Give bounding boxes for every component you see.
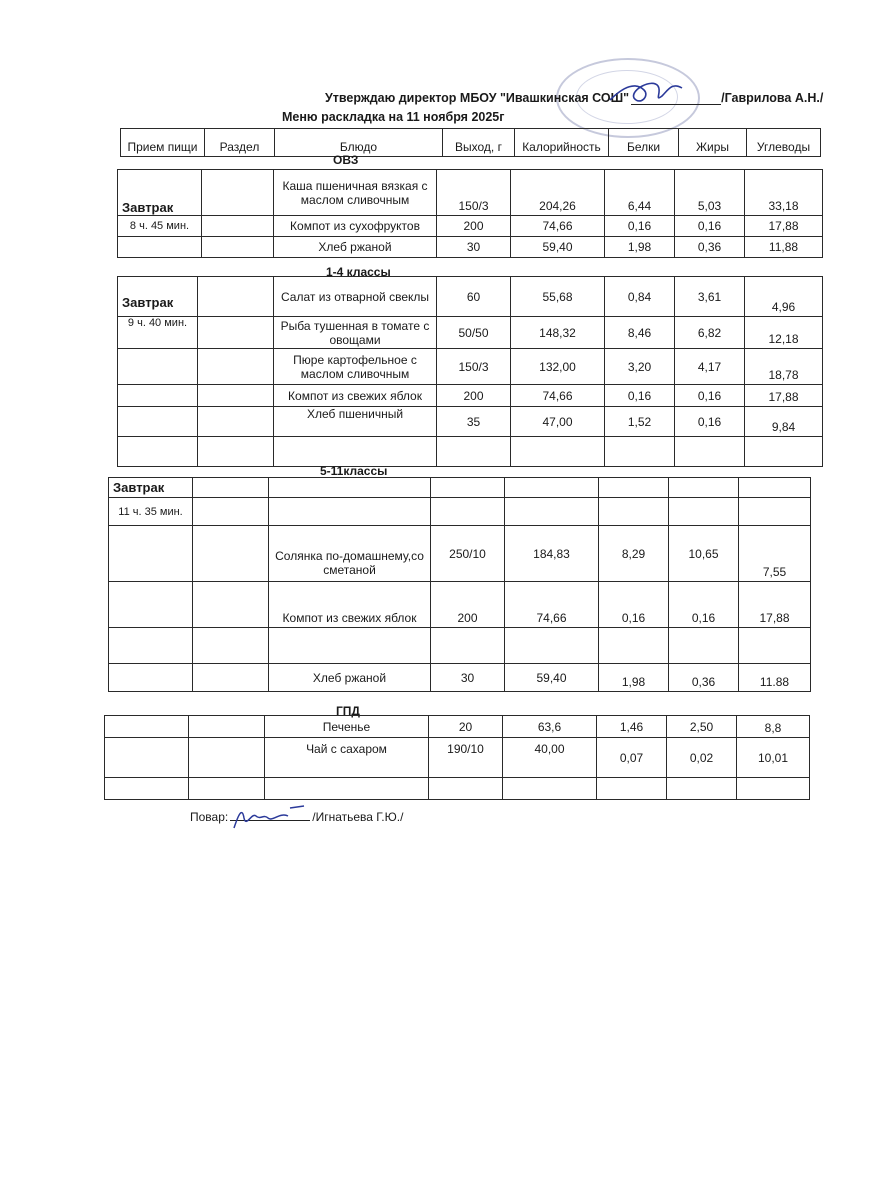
table-row (109, 478, 811, 498)
table-row: Хлеб пшеничный 35 47,00 1,52 0,16 9,84 (118, 407, 823, 437)
table-row (105, 778, 810, 800)
col-carbs: Углеводы (747, 129, 821, 157)
grades-1-4-table (117, 276, 823, 467)
cook-name: /Игнатьева Г.Ю./ (312, 810, 404, 824)
col-kcal: Калорийность (515, 129, 609, 157)
table-row: Завтрак Салат из отварной свеклы 60 55,68 0,84 3,61 4,96 (118, 277, 823, 317)
approval-text: Утверждаю директор МБОУ "Ивашкинская СОШ" (325, 91, 630, 105)
meal-time: 9 ч. 40 мин. (118, 317, 198, 349)
table-row: Чай с сахаром 190/10 40,00 0,07 0,02 10,01 (105, 738, 810, 778)
meal-time: 8 ч. 45 мин. (118, 216, 202, 237)
menu-title: Меню раскладка на 11 ноября 2025г (282, 110, 505, 124)
section-label-1-4: 1-4 классы (326, 265, 391, 279)
dish-name: Печенье (265, 716, 429, 738)
table-row: 8 ч. 45 мин. Компот из сухофруктов 200 74,66 0,16 0,16 17,88 (118, 216, 823, 237)
dish-name: Компот из свежих яблок (269, 582, 431, 628)
table-row: Хлеб ржаной 30 59,40 1,98 0,36 11,88 (118, 237, 823, 258)
dish-name: Хлеб ржаной (269, 664, 431, 692)
director-signature (606, 76, 686, 110)
table-row: Пюре картофельное с маслом сливочным 150/3 132,00 3,20 4,17 18,78 (118, 349, 823, 385)
table-row (109, 498, 811, 526)
approval-line (325, 91, 823, 105)
col-dish: Блюдо (275, 129, 443, 157)
table-row: Компот из свежих яблок 200 74,66 0,16 0,16 17,88 (109, 582, 811, 628)
table-row (109, 628, 811, 664)
table-row: Печенье 20 63,6 1,46 2,50 8,8 (105, 716, 810, 738)
section-label-ovz: ОВЗ (333, 153, 359, 167)
meal-time: 11 ч. 35 мин. (109, 498, 193, 526)
section-label-5-11: 5-11классы (320, 464, 388, 478)
dish-name: Каша пшеничная вязкая с маслом сливочным (274, 170, 437, 216)
dish-name: Пюре картофельное с маслом сливочным (274, 349, 437, 385)
dish-name: Компот из сухофруктов (274, 216, 437, 237)
table-row: Хлеб ржаной 30 59,40 1,98 0,36 11.88 (109, 664, 811, 692)
table-row: 9 ч. 40 мин. Рыба тушенная в томате с овощами 50/50 148,32 8,46 6,82 12,18 (118, 317, 823, 349)
ovz-table (117, 169, 823, 258)
cook-label: Повар: (190, 810, 229, 824)
dish-name: Рыба тушенная в томате с овощами (274, 317, 437, 349)
dish-name: Чай с сахаром (265, 738, 429, 778)
section-label-gpd: ГПД (336, 704, 360, 718)
meal-name: Завтрак (118, 170, 202, 216)
meal-name: Завтрак (109, 478, 193, 498)
dish-name: Солянка по-домашнему,со сметаной (269, 526, 431, 582)
cook-signature (228, 798, 308, 834)
col-meal: Прием пищи (121, 129, 205, 157)
dish-name: Хлеб ржаной (274, 237, 437, 258)
column-header-table (120, 128, 821, 157)
gpd-table (104, 715, 810, 800)
table-row: Солянка по-домашнему,со сметаной 250/10 184,83 8,29 10,65 7,55 (109, 526, 811, 582)
table-row (118, 437, 823, 467)
col-section: Раздел (205, 129, 275, 157)
grades-5-11-table (108, 477, 811, 692)
meal-name: Завтрак (118, 277, 198, 317)
col-fat: Жиры (679, 129, 747, 157)
col-yield: Выход, г (443, 129, 515, 157)
approver-name: /Гаврилова А.Н./ (721, 91, 824, 105)
table-row: Компот из свежих яблок 200 74,66 0,16 0,16 17,88 (118, 385, 823, 407)
table-row: Завтрак Каша пшеничная вязкая с маслом сливочным 150/3 204,26 6,44 5,03 33,18 (118, 170, 823, 216)
dish-name: Хлеб пшеничный (274, 407, 437, 437)
dish-name: Салат из отварной свеклы (274, 277, 437, 317)
col-protein: Белки (609, 129, 679, 157)
dish-name: Компот из свежих яблок (274, 385, 437, 407)
